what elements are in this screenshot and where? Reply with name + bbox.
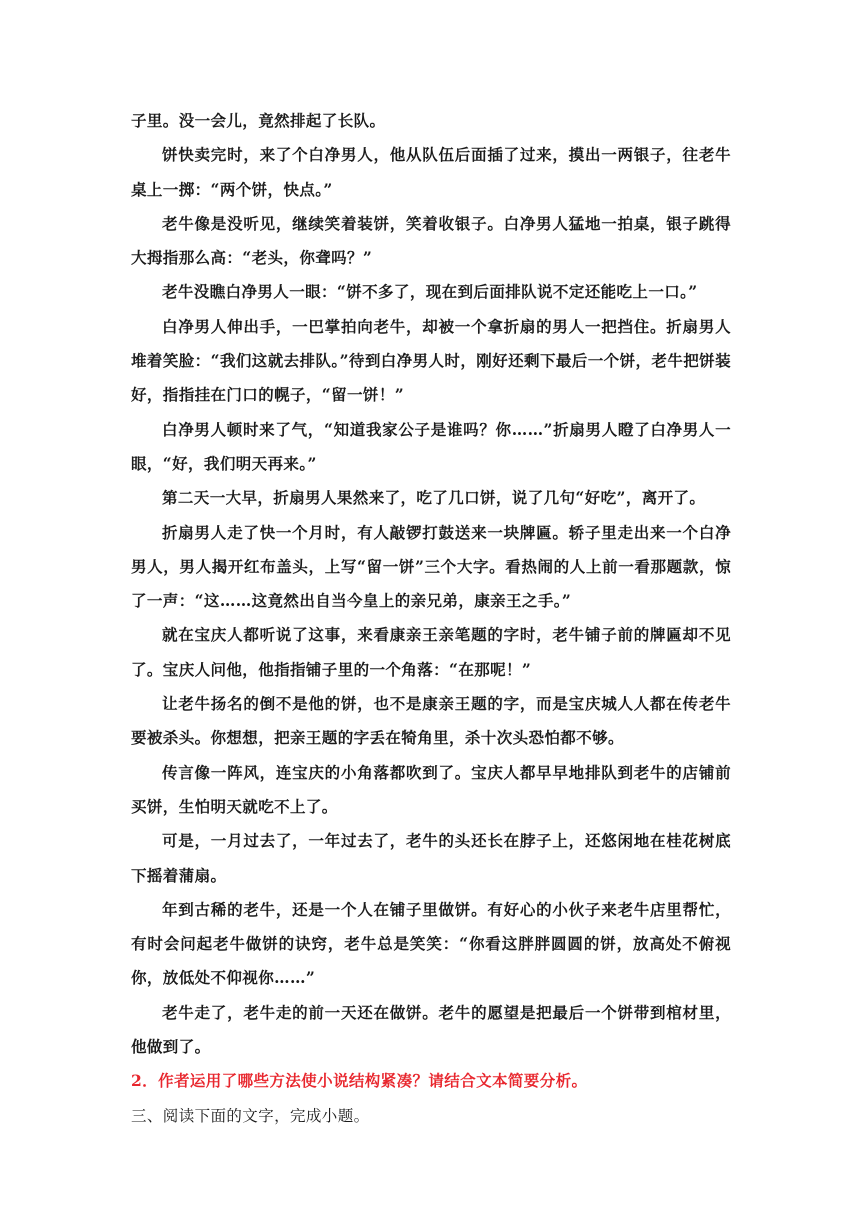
story-paragraph-1: 子里。没一会儿，竟然排起了长队。 xyxy=(131,111,386,130)
story-paragraph-2: 饼快卖完时，来了个白净男人，他从队伍后面插了过来，摸出一两银子，往老牛桌上一掷：“两个饼，快点。” xyxy=(131,145,731,199)
story-paragraph-13: 年到古稀的老牛，还是一个人在铺子里做饼。有好心的小伙子来老牛店里帮忙，有时会问起老牛做饼的诀窍，老牛总是笑笑：“你看这胖胖圆圆的饼，放高处不俯视你，放低处不仰视你……” xyxy=(131,899,731,988)
story-paragraph-6: 白净男人顿时来了气，“知道我家公子是谁吗？你……”折扇男人瞪了白净男人一眼，“好，我们明天再来。” xyxy=(131,419,731,473)
question-2: 2．作者运用了哪些方法使小说结构紧凑？请结合文本简要分析。 xyxy=(131,1071,588,1091)
story-paragraph-12: 可是，一月过去了，一年过去了，老牛的头还长在脖子上，还悠闲地在桂花树底下摇着蒲扇。 xyxy=(131,831,731,885)
story-paragraph-8: 折扇男人走了快一个月时，有人敲锣打鼓送来一块牌匾。轿子里走出来一个白净男人，男人揭开红布盖头，上写“留一饼”三个大字。看热闹的人上前一看那题款，惊了一声：“这……这竟然出自当今皇上的亲兄弟，康亲王之手。” xyxy=(131,522,731,611)
document-body xyxy=(131,104,731,1133)
story-paragraph-3: 老牛像是没听见，继续笑着装饼，笑着收银子。白净男人猛地一拍桌，银子跳得大拇指那么高：“老头，你聋吗？” xyxy=(131,213,731,268)
story-paragraph-14: 老牛走了，老牛走的前一天还在做饼。老牛的愿望是把最后一个饼带到棺材里，他做到了。 xyxy=(131,1002,731,1057)
story-paragraph-7: 第二天一大早，折扇男人果然来了，吃了几口饼，说了几句“好吃”，离开了。 xyxy=(162,488,706,508)
story-paragraph-10: 让老牛扬名的倒不是他的饼，也不是康亲王题的字，而是宝庆城人人都在传老牛要被杀头。你想想，把亲王题的字丢在犄角里，杀十次头恐怕都不够。 xyxy=(131,694,731,748)
story-paragraph-11: 传言像一阵风，连宝庆的小角落都吹到了。宝庆人都早早地排队到老牛的店铺前买饼，生怕明天就吃不上了。 xyxy=(131,762,731,816)
section-title: 三、阅读下面的文字，完成小题。 xyxy=(131,1106,370,1125)
story-paragraph-9: 就在宝庆人都听说了这事，来看康亲王亲笔题的字时，老牛铺子前的牌匾却不见了。宝庆人问他，他指指铺子里的一个角落：“在那呢！” xyxy=(131,625,731,679)
story-paragraph-4: 老牛没瞧白净男人一眼：“饼不多了，现在到后面排队说不定还能吃上一口。” xyxy=(162,282,698,302)
story-paragraph-5: 白净男人伸出手，一巴掌拍向老牛，却被一个拿折扇的男人一把挡住。折扇男人堆着笑脸：“我们这就去排队。”待到白净男人时，刚好还剩下最后一个饼，老牛把饼装好，指指挂在门口的幌子，“留一饼！” xyxy=(131,316,731,405)
